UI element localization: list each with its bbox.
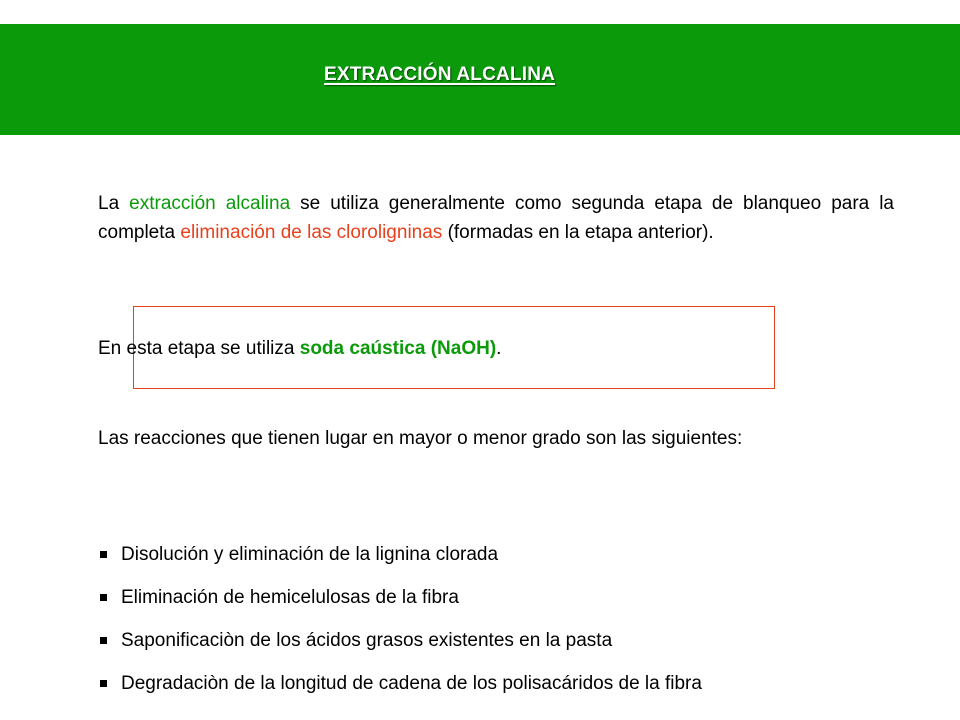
intro-text-1: La — [98, 193, 130, 214]
intro-text-2: se utiliza generalmente como segunda etapa de blanqueo para la completa — [98, 193, 895, 243]
intro-paragraph — [98, 189, 894, 247]
list-item-text: Saponificaciòn de los ácidos grasos existentes en la pasta — [121, 629, 613, 651]
reagent-text-2: . — [496, 338, 502, 359]
list-item — [98, 540, 898, 569]
reagent-paragraph — [98, 334, 501, 363]
square-bullet-icon — [100, 594, 107, 601]
reagent-text-1: En esta etapa se utiliza — [98, 338, 300, 359]
list-item — [98, 626, 898, 655]
intro-highlight-eliminacion: eliminación de las cloroligninas — [180, 222, 443, 243]
slide-title: EXTRACCIÓN ALCALINA — [324, 64, 556, 85]
list-item-text: Degradaciòn de la longitud de cadena de los polisacáridos de la fibra — [121, 672, 702, 694]
list-item-text: Disolución y eliminación de la lignina clorada — [121, 543, 499, 565]
square-bullet-icon — [100, 637, 107, 644]
reagent-highlight: soda caústica (NaOH) — [299, 338, 497, 359]
list-item-text: Eliminación de hemicelulosas de la fibra — [121, 586, 459, 608]
square-bullet-icon — [100, 551, 107, 558]
intro-text-3: (formadas en la etapa anterior). — [442, 222, 714, 243]
square-bullet-icon — [100, 680, 107, 687]
intro-highlight-extraccion: extracción alcalina — [129, 193, 291, 214]
reactions-intro: Las reacciones que tienen lugar en mayor o menor grado son las siguientes: — [98, 428, 743, 449]
list-item — [98, 583, 898, 612]
list-item — [98, 669, 898, 698]
reactions-list — [98, 540, 898, 698]
